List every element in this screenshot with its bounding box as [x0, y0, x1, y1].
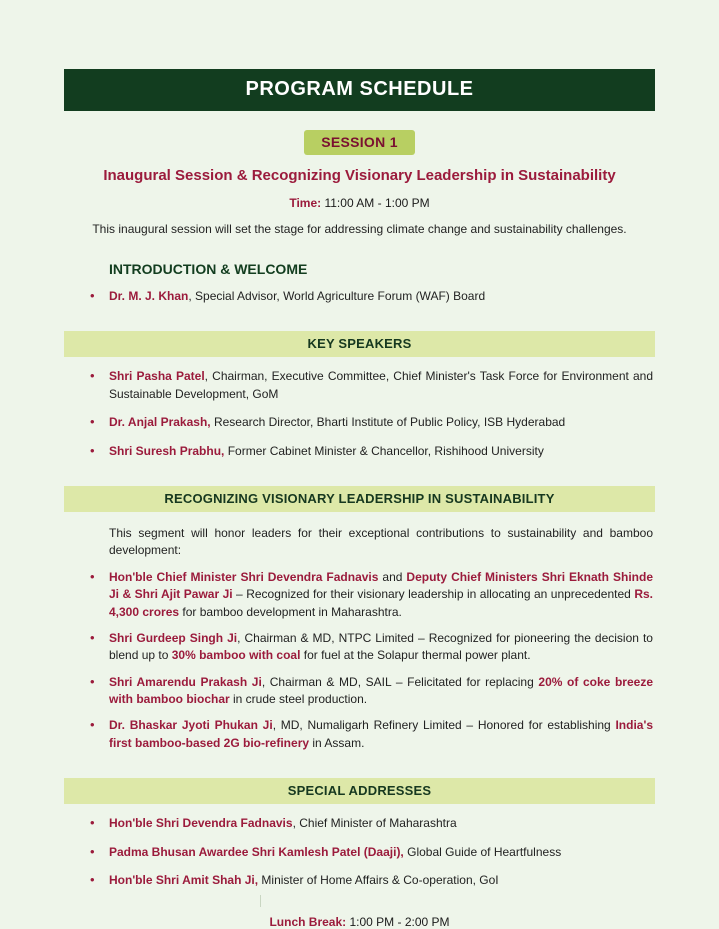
honoree-highlight: 30% bamboo with coal — [171, 648, 301, 663]
list-item — [64, 443, 655, 460]
honoree-name: Hon'ble Chief Minister Shri Devendra Fadnavis — [109, 569, 379, 584]
honoree-name-2: Deputy Chief Ministers Shri Eknath Shinde Ji & Shri Ajit Pawar Ji — [109, 569, 653, 602]
introduction-list — [64, 288, 655, 305]
honoree-text-2: – Recognized for their visionary leadership in allocating an unprecedented — [232, 587, 635, 602]
person-detail: Global Guide of Heartfulness — [403, 844, 562, 859]
honoree-text: and — [378, 569, 407, 584]
page-bottom-divider — [260, 895, 261, 907]
list-item — [64, 872, 655, 889]
list-item — [64, 414, 655, 431]
honoree-text: , MD, Numaligarh Refinery Limited – Honored for establishing — [272, 718, 616, 733]
person-detail: , Chairman, Executive Committee, Chief Minister's Task Force for Environment and Sustainable Development, GoM — [109, 369, 654, 401]
honoree-text-2: in Assam. — [309, 735, 365, 750]
session-time-label: Time: — [289, 196, 322, 210]
honoree-highlight: Rs. 4,300 crores — [109, 587, 653, 619]
person-detail: , Special Advisor, World Agriculture Forum (WAF) Board — [188, 289, 486, 303]
lunch-break-value: 1:00 PM - 2:00 PM — [346, 915, 450, 929]
person-name: Dr. M. J. Khan — [109, 289, 189, 303]
person-detail: , Chief Minister of Maharashtra — [292, 816, 457, 831]
honoree-name: Shri Amarendu Prakash Ji — [109, 674, 262, 689]
honoree-highlight: 20% of coke breeze with bamboo biochar — [109, 674, 653, 707]
recognizing-intro-text: This segment will honor leaders for their exceptional contributions to sustainability and bamboo development: — [109, 525, 653, 558]
page-title: PROGRAM SCHEDULE — [64, 69, 655, 111]
honoree-text: , Chairman & MD, NTPC Limited – Recognized for pioneering the decision to blend up to — [109, 630, 653, 663]
special-addresses-list — [64, 815, 655, 889]
list-item — [64, 844, 655, 861]
program-schedule-page — [0, 69, 719, 929]
session-badge: SESSION 1 — [304, 130, 415, 155]
list-item — [64, 630, 655, 665]
honoree-text: , Chairman & MD, SAIL – Felicitated for replacing — [261, 674, 539, 689]
lunch-break-label: Lunch Break: — [269, 915, 347, 929]
honoree-highlight: India's first bamboo-based 2G bio-refinery — [109, 718, 653, 750]
recognizing-leadership-list — [64, 569, 655, 753]
list-item — [64, 569, 655, 621]
key-speakers-band: KEY SPEAKERS — [64, 331, 655, 357]
person-detail: Research Director, Bharti Institute of Public Policy, ISB Hyderabad — [210, 415, 566, 430]
person-name: Dr. Anjal Prakash, — [109, 415, 211, 430]
person-name: Hon'ble Shri Amit Shah Ji, — [109, 873, 259, 888]
honoree-name: Dr. Bhaskar Jyoti Phukan Ji — [109, 718, 273, 733]
list-item — [64, 717, 655, 752]
honoree-text-2: in crude steel production. — [229, 692, 368, 707]
honoree-text-2: for fuel at the Solapur thermal power plant. — [300, 648, 531, 663]
session-intro-text: This inaugural session will set the stage for addressing climate change and sustainability challenges. — [92, 222, 627, 236]
key-speakers-list — [64, 368, 655, 460]
person-detail: Minister of Home Affairs & Co-operation, GoI — [258, 873, 499, 888]
list-item — [64, 368, 655, 403]
session-pill-container — [64, 130, 655, 155]
honoree-text-3: for bamboo development in Maharashtra. — [179, 604, 402, 619]
person-name: Padma Bhusan Awardee Shri Kamlesh Patel (Daaji), — [109, 844, 404, 859]
session-time-value: 11:00 AM - 1:00 PM — [321, 196, 430, 210]
session-time — [64, 196, 655, 210]
person-name: Shri Pasha Patel — [109, 369, 205, 384]
person-detail: Former Cabinet Minister & Chancellor, Rishihood University — [224, 443, 544, 458]
lunch-break — [64, 915, 655, 929]
honoree-name: Shri Gurdeep Singh Ji — [109, 630, 238, 645]
session-title: Inaugural Session & Recognizing Visionary Leadership in Sustainability — [103, 167, 616, 184]
list-item — [64, 674, 655, 709]
list-item — [64, 288, 655, 305]
person-name: Shri Suresh Prabhu, — [109, 443, 225, 458]
list-item — [64, 815, 655, 832]
recognizing-leadership-band: RECOGNIZING VISIONARY LEADERSHIP IN SUSTAINABILITY — [64, 486, 655, 512]
special-addresses-band: SPECIAL ADDRESSES — [64, 778, 655, 804]
person-name: Hon'ble Shri Devendra Fadnavis — [109, 816, 293, 831]
introduction-heading: INTRODUCTION & WELCOME — [109, 261, 308, 277]
